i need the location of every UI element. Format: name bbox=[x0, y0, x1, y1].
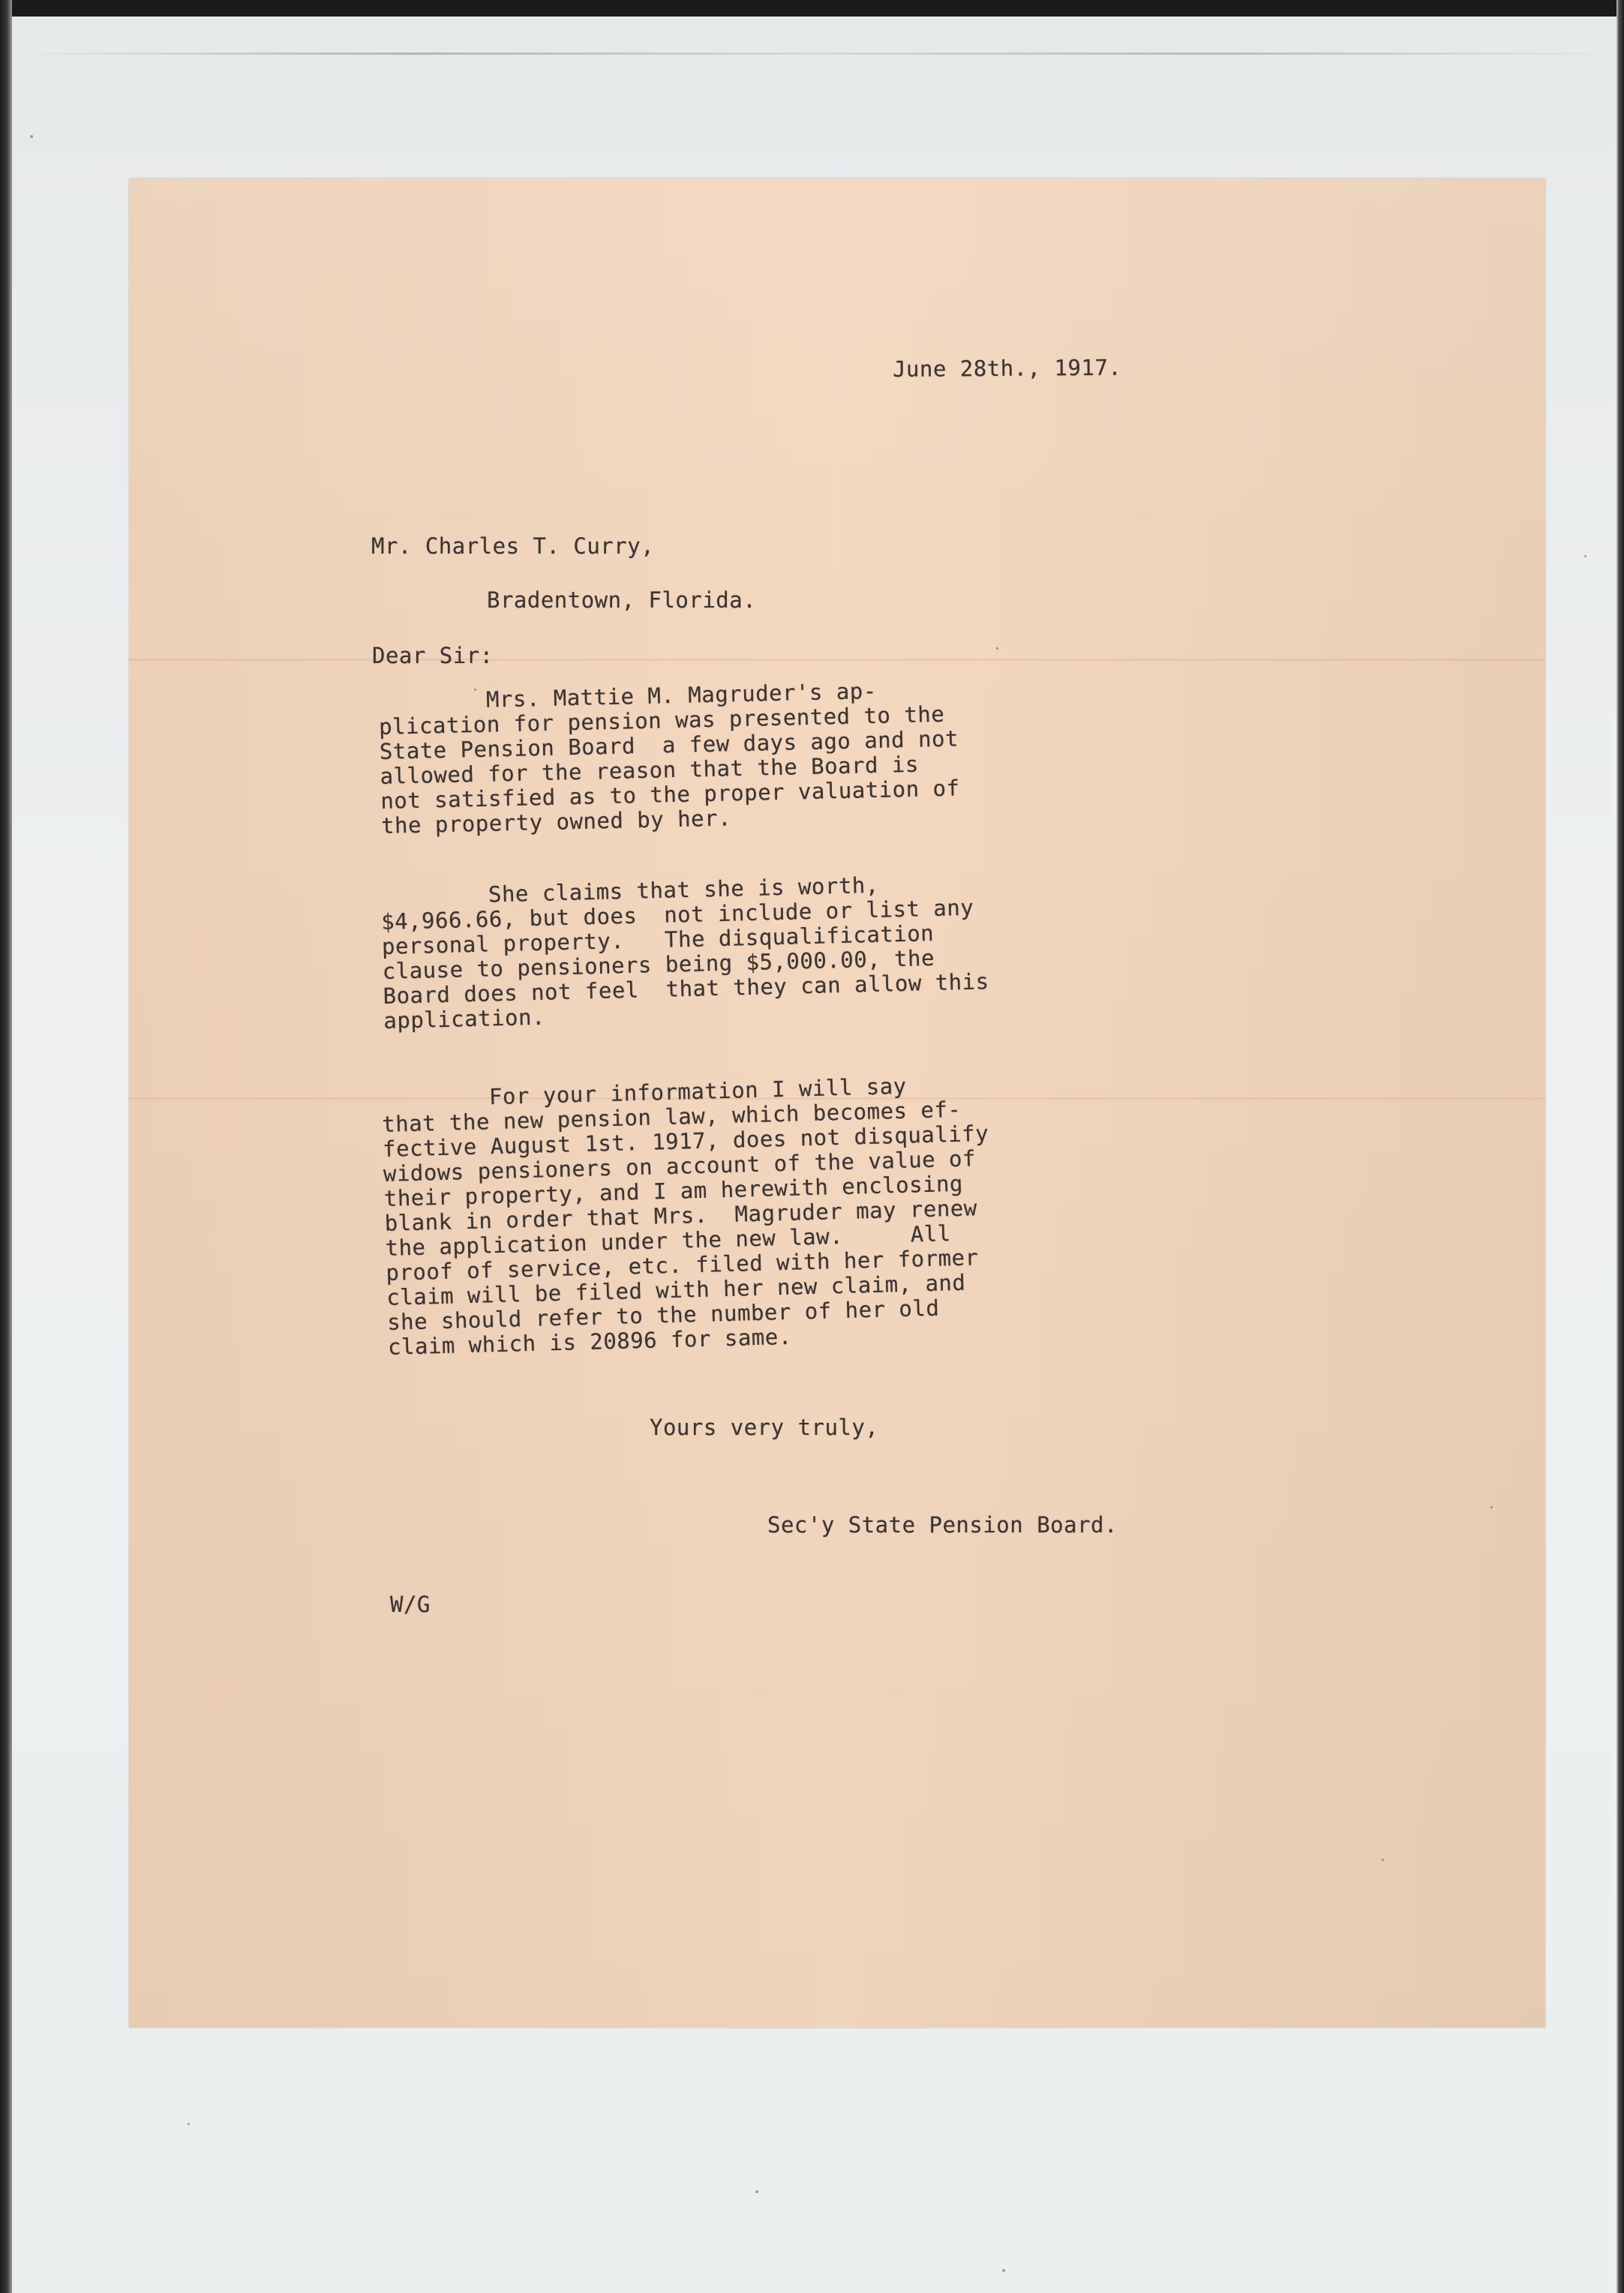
scanner-streak bbox=[12, 53, 1616, 55]
letter-city: Bradentown, Florida. bbox=[487, 587, 757, 613]
dust-speck bbox=[755, 2190, 758, 2193]
letter-date: June 28th., 1917. bbox=[892, 354, 1122, 383]
paper-speck bbox=[1490, 1506, 1493, 1508]
paper-speck bbox=[996, 647, 998, 650]
letter-paragraph: Mrs. Mattie M. Magruder's ap- plication for pension was presented to the State Pension Board a few days ago and not allowed for the reason that the Board is not satisfied as to the proper valuation of the property owned by her. bbox=[377, 677, 960, 839]
paper-speck bbox=[1382, 1859, 1384, 1861]
letter-signature: Sec'y State Pension Board. bbox=[767, 1512, 1118, 1538]
scanner-top-edge bbox=[0, 0, 1624, 17]
dust-speck bbox=[1584, 555, 1586, 557]
letter-salutation: Dear Sir: bbox=[372, 643, 494, 668]
letter-paragraph: She claims that she is worth, $4,966.66, but does not include or list any personal property. The disqualification clause to pensioners being $5,000.00, the Board does not feel that they can allow this application. bbox=[380, 872, 989, 1034]
dust-speck bbox=[1002, 2269, 1005, 2272]
letter-closing: Yours very truly, bbox=[650, 1415, 879, 1440]
scanner-left-edge bbox=[0, 0, 12, 2293]
paper-fold bbox=[129, 659, 1545, 661]
letter-initials: W/G bbox=[390, 1592, 431, 1617]
letter-paragraph: For your information I will say that the new pension law, which becomes ef- fective August 1st. 1917, does not disqualify widows pensioners on account of the value of their property, and I am herewith enclosing blank in order that Mrs. Magruder may renew the application under the new law. All proof of service, etc. filed with her former claim will be filed with her new claim, and she should refer to the number of her old claim which is 20896 for same. bbox=[380, 1073, 989, 1360]
letter-addressee: Mr. Charles T. Curry, bbox=[371, 533, 655, 559]
dust-speck bbox=[30, 135, 33, 138]
scanner-right-edge bbox=[1616, 0, 1624, 2293]
dust-speck bbox=[188, 2123, 190, 2125]
